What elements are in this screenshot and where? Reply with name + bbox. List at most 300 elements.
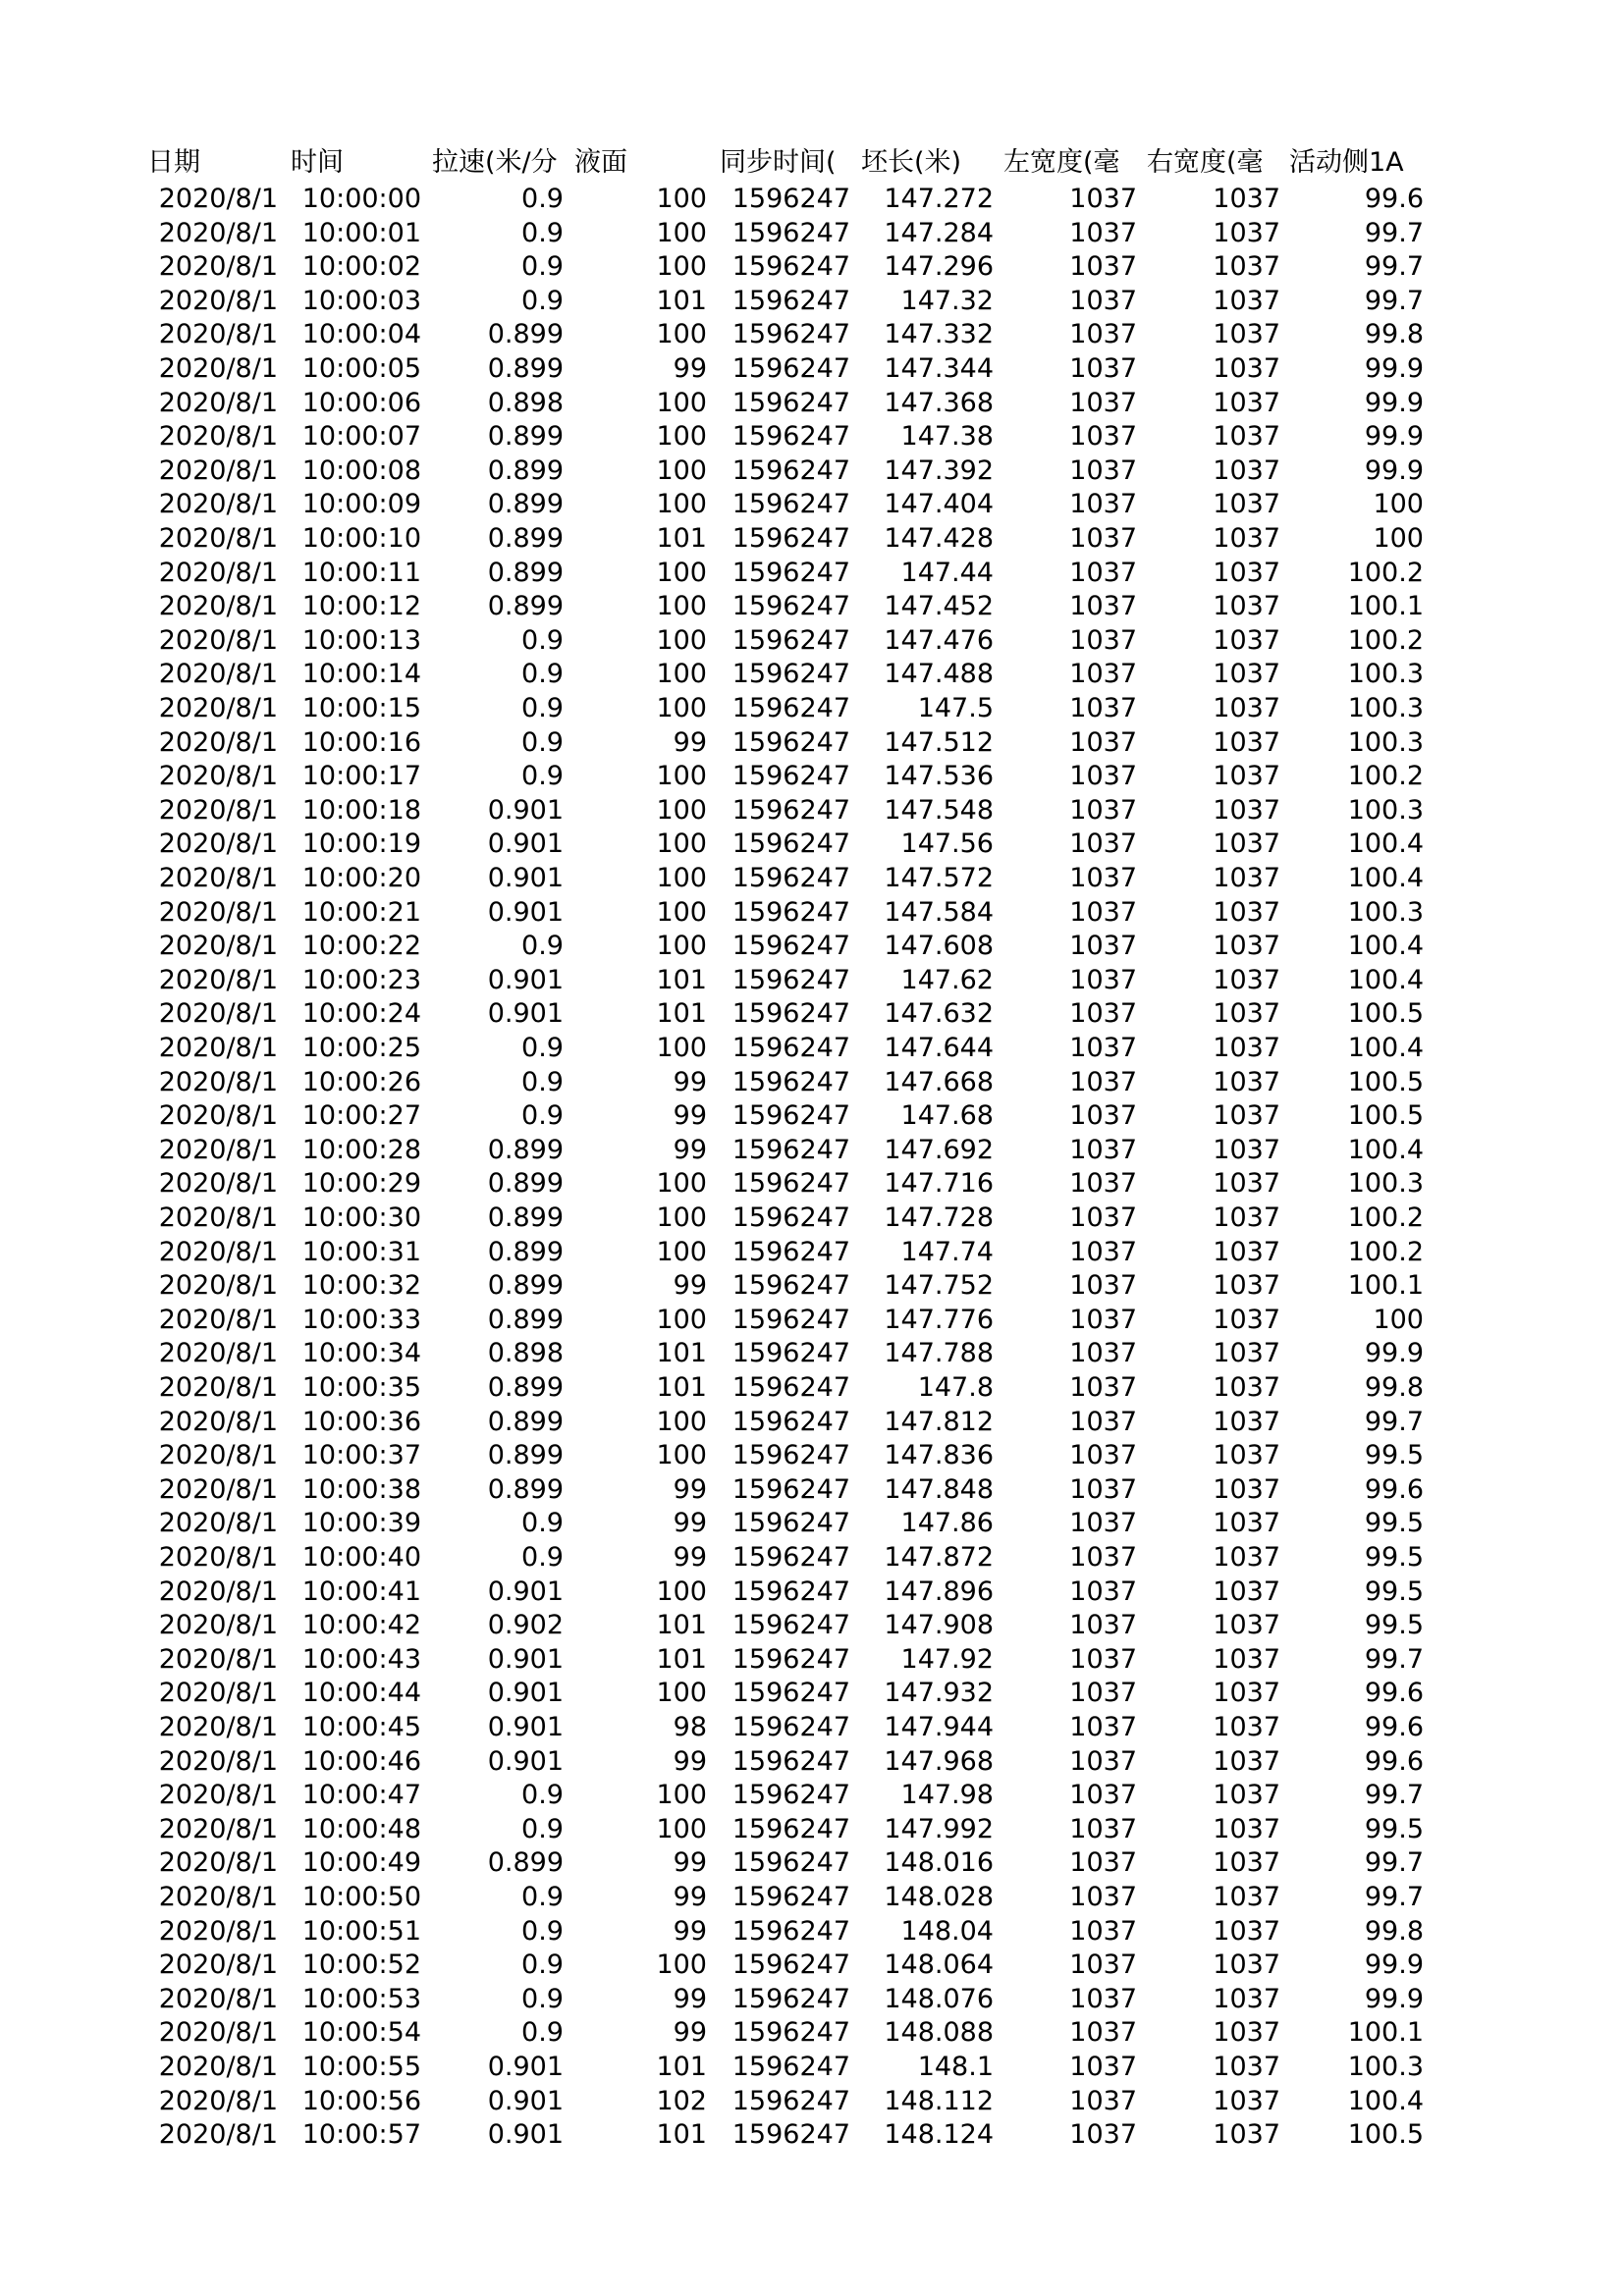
cell-left-width: 1037 xyxy=(1069,1847,1137,1879)
cell-sync-time: 1596247 xyxy=(731,2052,850,2082)
cell-date: 2020/8/1 xyxy=(158,828,278,860)
cell-speed: 0.9 xyxy=(521,693,564,723)
table-row xyxy=(0,1304,1624,1338)
cell-left-width: 1037 xyxy=(1069,998,1137,1030)
cell-level: 99 xyxy=(673,726,707,758)
cell-date: 2020/8/1 xyxy=(158,693,278,723)
cell-level: 100 xyxy=(656,454,707,486)
cell-active-side: 100.5 xyxy=(1347,1066,1424,1097)
cell-sync-time: 1596247 xyxy=(731,1338,850,1369)
cell-level: 100 xyxy=(656,1406,707,1437)
cell-time: 10:00:49 xyxy=(301,1847,421,1879)
cell-right-width: 1037 xyxy=(1213,1338,1280,1369)
cell-time: 10:00:38 xyxy=(301,1473,421,1505)
cell-right-width: 1037 xyxy=(1213,828,1280,860)
cell-sync-time: 1596247 xyxy=(731,828,850,860)
cell-sync-time: 1596247 xyxy=(731,1813,850,1844)
header-slab-length: 坯长(米) xyxy=(861,147,962,178)
table-row xyxy=(0,1406,1624,1440)
cell-time: 10:00:18 xyxy=(301,794,421,826)
cell-left-width: 1037 xyxy=(1069,794,1137,826)
cell-time: 10:00:02 xyxy=(301,251,421,283)
cell-right-width: 1037 xyxy=(1213,1304,1280,1335)
cell-date: 2020/8/1 xyxy=(158,1983,278,2014)
cell-slab-length: 147.272 xyxy=(884,184,994,214)
table-row xyxy=(0,557,1624,591)
cell-sync-time: 1596247 xyxy=(731,1406,850,1437)
cell-active-side: 100.2 xyxy=(1347,1202,1424,1233)
cell-slab-length: 147.536 xyxy=(884,761,994,792)
cell-active-side: 100.5 xyxy=(1347,1100,1424,1132)
cell-right-width: 1037 xyxy=(1213,2017,1280,2049)
table-row xyxy=(0,2118,1624,2153)
cell-sync-time: 1596247 xyxy=(731,523,850,554)
cell-right-width: 1037 xyxy=(1213,693,1280,723)
cell-level: 100 xyxy=(656,1168,707,1200)
cell-right-width: 1037 xyxy=(1213,1712,1280,1742)
cell-active-side: 100.3 xyxy=(1347,1168,1424,1200)
cell-sync-time: 1596247 xyxy=(731,1134,850,1165)
cell-slab-length: 147.644 xyxy=(884,1033,994,1063)
cell-active-side: 100 xyxy=(1373,523,1424,554)
cell-speed: 0.9 xyxy=(521,1508,564,1539)
cell-slab-length: 148.064 xyxy=(884,1949,994,1981)
cell-level: 101 xyxy=(656,2119,707,2151)
cell-time: 10:00:55 xyxy=(301,2052,421,2082)
cell-active-side: 99.9 xyxy=(1364,387,1424,418)
cell-active-side: 100 xyxy=(1373,489,1424,520)
header-sync-time: 同步时间( xyxy=(720,147,837,178)
cell-time: 10:00:22 xyxy=(301,931,421,962)
cell-time: 10:00:16 xyxy=(301,726,421,758)
cell-right-width: 1037 xyxy=(1213,319,1280,350)
header-row xyxy=(0,146,1624,181)
cell-active-side: 99.5 xyxy=(1364,1575,1424,1607)
cell-slab-length: 147.56 xyxy=(900,828,994,860)
table-row xyxy=(0,896,1624,931)
cell-right-width: 1037 xyxy=(1213,184,1280,214)
cell-level: 100 xyxy=(656,863,707,893)
cell-active-side: 99.5 xyxy=(1364,1610,1424,1641)
cell-left-width: 1037 xyxy=(1069,2119,1137,2151)
cell-left-width: 1037 xyxy=(1069,693,1137,723)
cell-right-width: 1037 xyxy=(1213,523,1280,554)
cell-right-width: 1037 xyxy=(1213,1915,1280,1947)
cell-slab-length: 147.38 xyxy=(900,421,994,453)
cell-date: 2020/8/1 xyxy=(158,489,278,520)
cell-sync-time: 1596247 xyxy=(731,998,850,1030)
cell-slab-length: 147.62 xyxy=(900,964,994,995)
cell-level: 99 xyxy=(673,1508,707,1539)
cell-date: 2020/8/1 xyxy=(158,1066,278,1097)
cell-slab-length: 147.428 xyxy=(884,523,994,554)
cell-right-width: 1037 xyxy=(1213,1473,1280,1505)
cell-active-side: 100.4 xyxy=(1347,2085,1424,2116)
cell-left-width: 1037 xyxy=(1069,184,1137,214)
cell-right-width: 1037 xyxy=(1213,454,1280,486)
cell-sync-time: 1596247 xyxy=(731,693,850,723)
cell-right-width: 1037 xyxy=(1213,2119,1280,2151)
cell-level: 100 xyxy=(656,1236,707,1267)
cell-sync-time: 1596247 xyxy=(731,659,850,690)
cell-right-width: 1037 xyxy=(1213,1033,1280,1063)
table-row xyxy=(0,964,1624,998)
cell-time: 10:00:00 xyxy=(301,184,421,214)
cell-active-side: 100.3 xyxy=(1347,2052,1424,2082)
table-row xyxy=(0,522,1624,557)
cell-date: 2020/8/1 xyxy=(158,1542,278,1573)
cell-level: 99 xyxy=(673,1473,707,1505)
cell-right-width: 1037 xyxy=(1213,1610,1280,1641)
cell-sync-time: 1596247 xyxy=(731,1847,850,1879)
cell-right-width: 1037 xyxy=(1213,557,1280,588)
cell-left-width: 1037 xyxy=(1069,1202,1137,1233)
cell-right-width: 1037 xyxy=(1213,251,1280,283)
cell-date: 2020/8/1 xyxy=(158,896,278,928)
cell-sync-time: 1596247 xyxy=(731,353,850,384)
cell-time: 10:00:26 xyxy=(301,1066,421,1097)
cell-sync-time: 1596247 xyxy=(731,794,850,826)
cell-slab-length: 147.896 xyxy=(884,1575,994,1607)
table-row xyxy=(0,1643,1624,1678)
cell-level: 101 xyxy=(656,285,707,316)
header-right-width: 右宽度(毫 xyxy=(1147,147,1264,178)
cell-right-width: 1037 xyxy=(1213,1066,1280,1097)
cell-left-width: 1037 xyxy=(1069,1643,1137,1675)
cell-speed: 0.899 xyxy=(487,1168,564,1200)
cell-level: 100 xyxy=(656,1033,707,1063)
cell-left-width: 1037 xyxy=(1069,353,1137,384)
cell-slab-length: 148.076 xyxy=(884,1983,994,2014)
cell-level: 100 xyxy=(656,421,707,453)
cell-slab-length: 147.512 xyxy=(884,726,994,758)
cell-left-width: 1037 xyxy=(1069,1508,1137,1539)
header-active-side: 活动侧1A xyxy=(1289,147,1404,178)
table-row xyxy=(0,352,1624,387)
cell-level: 99 xyxy=(673,1100,707,1132)
cell-date: 2020/8/1 xyxy=(158,1780,278,1811)
cell-right-width: 1037 xyxy=(1213,2052,1280,2082)
cell-speed: 0.9 xyxy=(521,1983,564,2014)
cell-active-side: 100.5 xyxy=(1347,998,1424,1030)
table-row xyxy=(0,1167,1624,1201)
cell-level: 100 xyxy=(656,1575,707,1607)
cell-date: 2020/8/1 xyxy=(158,1473,278,1505)
cell-date: 2020/8/1 xyxy=(158,1033,278,1063)
table-row xyxy=(0,1846,1624,1881)
header-left-width: 左宽度(毫 xyxy=(1003,147,1120,178)
cell-speed: 0.899 xyxy=(487,1372,564,1403)
cell-active-side: 99.9 xyxy=(1364,1338,1424,1369)
table-row xyxy=(0,828,1624,862)
cell-active-side: 100.3 xyxy=(1347,896,1424,928)
cell-date: 2020/8/1 xyxy=(158,1236,278,1267)
cell-level: 100 xyxy=(656,251,707,283)
cell-right-width: 1037 xyxy=(1213,794,1280,826)
cell-slab-length: 147.752 xyxy=(884,1270,994,1302)
cell-date: 2020/8/1 xyxy=(158,659,278,690)
cell-level: 100 xyxy=(656,1813,707,1844)
cell-time: 10:00:41 xyxy=(301,1575,421,1607)
cell-left-width: 1037 xyxy=(1069,1033,1137,1063)
table-row xyxy=(0,250,1624,285)
cell-left-width: 1037 xyxy=(1069,557,1137,588)
cell-time: 10:00:54 xyxy=(301,2017,421,2049)
cell-date: 2020/8/1 xyxy=(158,1575,278,1607)
cell-sync-time: 1596247 xyxy=(731,1440,850,1471)
cell-right-width: 1037 xyxy=(1213,1372,1280,1403)
cell-active-side: 99.7 xyxy=(1364,217,1424,248)
cell-time: 10:00:32 xyxy=(301,1270,421,1302)
cell-right-width: 1037 xyxy=(1213,896,1280,928)
table-row xyxy=(0,624,1624,659)
cell-time: 10:00:39 xyxy=(301,1508,421,1539)
cell-active-side: 99.7 xyxy=(1364,1847,1424,1879)
cell-slab-length: 147.74 xyxy=(900,1236,994,1267)
cell-speed: 0.9 xyxy=(521,761,564,792)
cell-speed: 0.9 xyxy=(521,217,564,248)
cell-level: 99 xyxy=(673,1847,707,1879)
cell-slab-length: 147.572 xyxy=(884,863,994,893)
table-row xyxy=(0,1236,1624,1270)
cell-left-width: 1037 xyxy=(1069,319,1137,350)
cell-sync-time: 1596247 xyxy=(731,591,850,622)
cell-date: 2020/8/1 xyxy=(158,794,278,826)
cell-speed: 0.899 xyxy=(487,1304,564,1335)
cell-active-side: 99.9 xyxy=(1364,353,1424,384)
cell-active-side: 100.2 xyxy=(1347,1236,1424,1267)
cell-slab-length: 147.476 xyxy=(884,624,994,656)
cell-level: 100 xyxy=(656,761,707,792)
table-row xyxy=(0,1813,1624,1847)
cell-speed: 0.901 xyxy=(487,896,564,928)
cell-sync-time: 1596247 xyxy=(731,1304,850,1335)
header-level: 液面 xyxy=(574,147,627,178)
cell-speed: 0.901 xyxy=(487,2119,564,2151)
cell-right-width: 1037 xyxy=(1213,726,1280,758)
cell-slab-length: 147.812 xyxy=(884,1406,994,1437)
cell-slab-length: 147.836 xyxy=(884,1440,994,1471)
cell-left-width: 1037 xyxy=(1069,1882,1137,1912)
cell-right-width: 1037 xyxy=(1213,1983,1280,2014)
cell-slab-length: 147.848 xyxy=(884,1473,994,1505)
cell-date: 2020/8/1 xyxy=(158,2052,278,2082)
cell-level: 99 xyxy=(673,1134,707,1165)
cell-left-width: 1037 xyxy=(1069,1745,1137,1777)
cell-slab-length: 147.368 xyxy=(884,387,994,418)
cell-date: 2020/8/1 xyxy=(158,421,278,453)
cell-active-side: 99.7 xyxy=(1364,1406,1424,1437)
cell-date: 2020/8/1 xyxy=(158,353,278,384)
table-row xyxy=(0,1099,1624,1134)
cell-date: 2020/8/1 xyxy=(158,1745,278,1777)
cell-left-width: 1037 xyxy=(1069,1542,1137,1573)
cell-level: 100 xyxy=(656,557,707,588)
cell-date: 2020/8/1 xyxy=(158,1882,278,1912)
cell-date: 2020/8/1 xyxy=(158,1372,278,1403)
cell-slab-length: 148.124 xyxy=(884,2119,994,2151)
cell-active-side: 100.3 xyxy=(1347,693,1424,723)
cell-left-width: 1037 xyxy=(1069,454,1137,486)
cell-active-side: 100.3 xyxy=(1347,794,1424,826)
cell-date: 2020/8/1 xyxy=(158,761,278,792)
cell-level: 100 xyxy=(656,624,707,656)
cell-right-width: 1037 xyxy=(1213,591,1280,622)
cell-level: 101 xyxy=(656,523,707,554)
cell-speed: 0.899 xyxy=(487,1270,564,1302)
cell-level: 100 xyxy=(656,387,707,418)
cell-sync-time: 1596247 xyxy=(731,1915,850,1947)
cell-time: 10:00:46 xyxy=(301,1745,421,1777)
cell-speed: 0.9 xyxy=(521,1033,564,1063)
cell-date: 2020/8/1 xyxy=(158,523,278,554)
cell-date: 2020/8/1 xyxy=(158,1678,278,1709)
cell-active-side: 99.9 xyxy=(1364,454,1424,486)
cell-right-width: 1037 xyxy=(1213,2085,1280,2116)
cell-time: 10:00:48 xyxy=(301,1813,421,1844)
cell-left-width: 1037 xyxy=(1069,1406,1137,1437)
cell-date: 2020/8/1 xyxy=(158,1338,278,1369)
cell-level: 99 xyxy=(673,1542,707,1573)
cell-level: 100 xyxy=(656,794,707,826)
cell-date: 2020/8/1 xyxy=(158,387,278,418)
cell-time: 10:00:31 xyxy=(301,1236,421,1267)
cell-time: 10:00:08 xyxy=(301,454,421,486)
cell-active-side: 99.7 xyxy=(1364,1780,1424,1811)
cell-date: 2020/8/1 xyxy=(158,184,278,214)
cell-time: 10:00:51 xyxy=(301,1915,421,1947)
cell-sync-time: 1596247 xyxy=(731,1473,850,1505)
cell-speed: 0.899 xyxy=(487,523,564,554)
cell-slab-length: 148.1 xyxy=(917,2052,994,2082)
cell-right-width: 1037 xyxy=(1213,761,1280,792)
cell-slab-length: 147.632 xyxy=(884,998,994,1030)
cell-slab-length: 147.608 xyxy=(884,931,994,962)
cell-slab-length: 147.296 xyxy=(884,251,994,283)
cell-left-width: 1037 xyxy=(1069,1813,1137,1844)
cell-left-width: 1037 xyxy=(1069,1372,1137,1403)
table-row xyxy=(0,1745,1624,1780)
cell-sync-time: 1596247 xyxy=(731,1983,850,2014)
cell-right-width: 1037 xyxy=(1213,659,1280,690)
cell-level: 101 xyxy=(656,1372,707,1403)
cell-time: 10:00:45 xyxy=(301,1712,421,1742)
cell-left-width: 1037 xyxy=(1069,1440,1137,1471)
cell-active-side: 99.6 xyxy=(1364,184,1424,214)
cell-date: 2020/8/1 xyxy=(158,624,278,656)
table-row xyxy=(0,1881,1624,1915)
cell-slab-length: 147.788 xyxy=(884,1338,994,1369)
cell-time: 10:00:10 xyxy=(301,523,421,554)
table-row xyxy=(0,1507,1624,1541)
table-row xyxy=(0,285,1624,319)
table-row xyxy=(0,1575,1624,1610)
cell-time: 10:00:13 xyxy=(301,624,421,656)
cell-speed: 0.899 xyxy=(487,591,564,622)
cell-sync-time: 1596247 xyxy=(731,285,850,316)
cell-slab-length: 147.992 xyxy=(884,1813,994,1844)
cell-slab-length: 147.908 xyxy=(884,1610,994,1641)
cell-active-side: 99.8 xyxy=(1364,1372,1424,1403)
table-row xyxy=(0,420,1624,454)
cell-speed: 0.9 xyxy=(521,1100,564,1132)
cell-level: 100 xyxy=(656,659,707,690)
cell-time: 10:00:17 xyxy=(301,761,421,792)
table-row xyxy=(0,318,1624,352)
cell-level: 100 xyxy=(656,1304,707,1335)
cell-date: 2020/8/1 xyxy=(158,1202,278,1233)
table-row xyxy=(0,794,1624,828)
cell-active-side: 99.6 xyxy=(1364,1745,1424,1777)
table-row xyxy=(0,997,1624,1032)
cell-active-side: 100.5 xyxy=(1347,2119,1424,2151)
cell-left-width: 1037 xyxy=(1069,1270,1137,1302)
cell-date: 2020/8/1 xyxy=(158,557,278,588)
cell-time: 10:00:35 xyxy=(301,1372,421,1403)
table-row xyxy=(0,2016,1624,2051)
cell-speed: 0.899 xyxy=(487,1406,564,1437)
cell-active-side: 100.4 xyxy=(1347,828,1424,860)
cell-right-width: 1037 xyxy=(1213,863,1280,893)
cell-sync-time: 1596247 xyxy=(731,964,850,995)
cell-active-side: 100.4 xyxy=(1347,964,1424,995)
cell-date: 2020/8/1 xyxy=(158,1949,278,1981)
cell-time: 10:00:33 xyxy=(301,1304,421,1335)
cell-level: 100 xyxy=(656,1678,707,1709)
cell-date: 2020/8/1 xyxy=(158,1406,278,1437)
cell-level: 100 xyxy=(656,931,707,962)
cell-time: 10:00:21 xyxy=(301,896,421,928)
cell-right-width: 1037 xyxy=(1213,1575,1280,1607)
cell-time: 10:00:43 xyxy=(301,1643,421,1675)
cell-left-width: 1037 xyxy=(1069,1236,1137,1267)
cell-level: 100 xyxy=(656,1780,707,1811)
cell-date: 2020/8/1 xyxy=(158,1134,278,1165)
cell-right-width: 1037 xyxy=(1213,1406,1280,1437)
cell-right-width: 1037 xyxy=(1213,998,1280,1030)
table-row xyxy=(0,1269,1624,1304)
cell-level: 100 xyxy=(656,1949,707,1981)
cell-level: 100 xyxy=(656,1202,707,1233)
cell-active-side: 100.1 xyxy=(1347,1270,1424,1302)
cell-slab-length: 147.872 xyxy=(884,1542,994,1573)
cell-level: 101 xyxy=(656,964,707,995)
cell-right-width: 1037 xyxy=(1213,1270,1280,1302)
table-row xyxy=(0,1371,1624,1406)
cell-sync-time: 1596247 xyxy=(731,1372,850,1403)
cell-right-width: 1037 xyxy=(1213,1780,1280,1811)
cell-speed: 0.899 xyxy=(487,421,564,453)
cell-right-width: 1037 xyxy=(1213,1745,1280,1777)
cell-level: 99 xyxy=(673,1915,707,1947)
cell-active-side: 99.9 xyxy=(1364,1983,1424,2014)
table-row xyxy=(0,760,1624,794)
cell-time: 10:00:47 xyxy=(301,1780,421,1811)
cell-time: 10:00:52 xyxy=(301,1949,421,1981)
table-row xyxy=(0,658,1624,692)
cell-time: 10:00:44 xyxy=(301,1678,421,1709)
cell-left-width: 1037 xyxy=(1069,1304,1137,1335)
cell-level: 99 xyxy=(673,1066,707,1097)
cell-left-width: 1037 xyxy=(1069,387,1137,418)
cell-right-width: 1037 xyxy=(1213,1508,1280,1539)
table-row xyxy=(0,454,1624,489)
cell-active-side: 99.8 xyxy=(1364,1915,1424,1947)
cell-time: 10:00:42 xyxy=(301,1610,421,1641)
cell-right-width: 1037 xyxy=(1213,931,1280,962)
cell-left-width: 1037 xyxy=(1069,1168,1137,1200)
cell-sync-time: 1596247 xyxy=(731,726,850,758)
